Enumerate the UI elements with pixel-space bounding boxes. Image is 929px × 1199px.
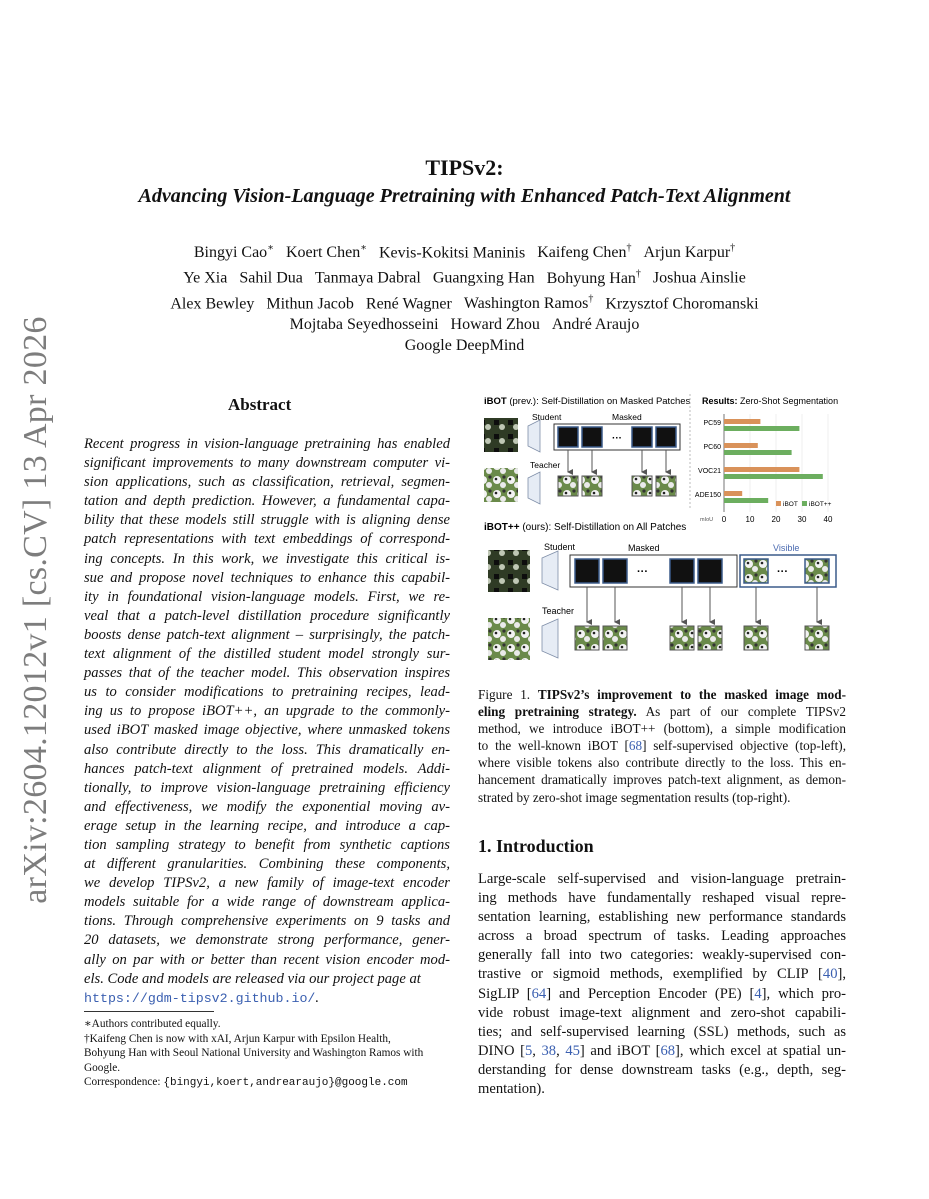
abstract-line: us to consider modifications to pretraining recipes, lead- <box>84 684 450 701</box>
abstract-line: patch representations with text embeddings of correspond- <box>84 531 450 548</box>
author-name: Alex Bewley <box>170 294 255 312</box>
ibotpp-masked-label: Masked <box>628 543 660 553</box>
intro-line: Large-scale self-supervised and vision-language pretrain- <box>478 871 846 887</box>
project-page-link[interactable]: https://gdm-tipsv2.github.io/ <box>84 990 316 1006</box>
author-line-4 <box>0 314 929 335</box>
category-label: ADE150 <box>694 492 721 499</box>
abstract-line: https://gdm-tipsv2.github.io/. <box>84 989 320 1006</box>
ibotpp-teacher-token <box>603 626 627 650</box>
abstract-line: we develop TIPSv2, a new family of image-text encoder <box>84 875 450 892</box>
abstract-line: significant improvements to many downstream computer vi- <box>84 455 450 472</box>
abstract-line: veal that a patch-level distillation procedure significantly <box>84 607 450 624</box>
author-name: Kevis-Kokitsi Maninis <box>378 244 526 262</box>
ibotpp-visible-label: Visible <box>773 543 800 553</box>
category-label: PC60 <box>703 444 721 451</box>
abstract-line: 20 datasets, we demonstrate strong performance, gener- <box>84 932 450 949</box>
author-name: Howard Zhou <box>450 315 540 333</box>
ibot-teacher-token <box>656 476 676 496</box>
abstract-line: text alignment of the distilled student model strongly sur- <box>84 646 450 663</box>
ibotpp-masked-token <box>698 559 722 583</box>
bar-ibotpppp <box>724 426 799 431</box>
caption-line: eling pretraining strategy. As part of our complete TIPSv2 <box>478 704 846 720</box>
abstract-line: tions. Through comprehensive experiments on 9 tasks and <box>84 913 450 930</box>
bar-ibotpppp <box>724 474 823 479</box>
author-mark: † <box>730 243 736 254</box>
bar-ibot <box>724 443 758 448</box>
intro-line: ties; and self-supervised learning (SSL) methods, such as <box>478 1023 846 1040</box>
legend-swatch <box>776 501 781 506</box>
correspondence-email[interactable]: {bingyi,koert,andrearaujo}@google.com <box>163 1077 408 1090</box>
caption-line: strated by zero-shot image segmentation results (top-right). <box>478 789 791 805</box>
abstract-line: erage setup in the learning recipe, and introduce a cap- <box>84 817 450 834</box>
abstract-line: hances patch-text alignment of pretrained models. Addi- <box>84 760 450 777</box>
author-name: Krzysztof Choromanski <box>605 294 759 312</box>
ibotpp-teacher-token <box>805 626 829 650</box>
author-name: René Wagner <box>365 294 452 312</box>
caption-line: Figure 1. TIPSv2’s improvement to the masked image mod- <box>478 687 846 702</box>
paper-title: TIPSv2: <box>425 155 504 180</box>
abstract-line: tion sampling strategy to benefit from synthetic captions <box>84 836 450 853</box>
ibot-teacher-token <box>582 476 602 496</box>
author-name: Ye Xia <box>183 269 228 287</box>
arxiv-sidebar-stamp <box>14 316 58 904</box>
ibotpp-visible-token <box>744 559 768 583</box>
ibotpp-student-image <box>488 550 530 592</box>
abstract-body <box>84 435 450 1008</box>
results-title: Results: Zero-Shot Segmentation <box>702 396 839 406</box>
ibot-student-label: Student <box>532 412 562 422</box>
intro-line: across a broad spectrum of tasks. Leading approaches <box>478 928 846 945</box>
caption-line: where visible tokens also contribute directly to the loss. This en- <box>478 755 846 771</box>
author-name: Tanmaya Dabral <box>314 269 421 287</box>
figure-1 <box>478 390 848 680</box>
ellipsis: ··· <box>637 566 648 578</box>
legend-swatch <box>802 501 807 506</box>
author-name: Mithun Jacob <box>266 294 354 312</box>
correspondence: Correspondence: {bingyi,koert,andrearaujo}@google.com <box>84 1076 408 1090</box>
author-name: Arjun Karpur† <box>643 243 736 262</box>
ibot-teacher-encoder <box>528 472 540 504</box>
ibotpp-masked-token <box>670 559 694 583</box>
abstract-line: passes that of the teacher model. This observation inspires <box>84 665 450 682</box>
footnote-affiliation-3: Google. <box>84 1061 121 1074</box>
intro-line: trastive or sigmoid methods, exemplified by CLIP [40], <box>478 966 846 983</box>
ibot-masked-token <box>656 427 676 447</box>
abstract-line: at different granularities. Combining these components, <box>84 856 450 873</box>
abstract-line: ing us to propose iBOT++, an upgrade to the commonly- <box>84 703 450 720</box>
author-mark: † <box>626 243 632 254</box>
abstract-line: sion applications, such as classification, retrieval, segmen- <box>84 474 450 491</box>
x-tick-label: 10 <box>745 515 755 524</box>
x-axis-label: mIoU <box>700 517 714 523</box>
intro-line: derstanding for dense downstream tasks (e.g., depth, seg- <box>478 1061 846 1078</box>
ibotpp-student-label: Student <box>544 542 576 552</box>
ellipsis: ··· <box>777 566 788 578</box>
bar-ibotpppp <box>724 450 792 455</box>
abstract-line: boosts dense patch-text alignment – surprisingly, the patch- <box>84 626 450 643</box>
author-name: Mojtaba Seyedhosseini <box>289 315 439 333</box>
ibot-teacher-token <box>632 476 652 496</box>
author-name: Kaifeng Chen† <box>537 243 632 262</box>
ibot-masked-token <box>558 427 578 447</box>
bar-ibot <box>724 419 760 424</box>
abstract-line: and effectiveness, we modify the exponential moving av- <box>84 798 450 815</box>
ibot-teacher-label: Teacher <box>530 460 561 470</box>
ibotpp-student-encoder <box>542 551 558 590</box>
ibotpp-teacher-encoder <box>542 619 558 658</box>
ibot-teacher-image <box>484 468 518 502</box>
bar-ibot <box>724 467 799 472</box>
author-mark: † <box>588 293 594 305</box>
x-tick-label: 30 <box>797 515 807 524</box>
author-name: Koert Chen∗ <box>285 243 367 262</box>
ibotpp-teacher-image <box>488 618 530 660</box>
ibotpp-teacher-token <box>670 626 694 650</box>
author-name: Bingyi Cao∗ <box>193 243 274 262</box>
ibot-masked-token <box>632 427 652 447</box>
affiliation: Google DeepMind <box>404 336 525 354</box>
abstract-heading: Abstract <box>228 395 292 414</box>
ibotpp-masked-token <box>603 559 627 583</box>
category-label: PC59 <box>703 420 721 427</box>
legend-entry: iBOT++ <box>809 501 832 508</box>
footnote-affiliation-2: Bohyung Han with Seoul National University and Washington Ramos with <box>84 1047 424 1060</box>
ibotpp-teacher-token <box>698 626 722 650</box>
bar-ibot <box>724 491 742 496</box>
intro-line: generally fall into two categories: weakly-supervised con- <box>478 947 846 964</box>
ibot-panel-title: iBOT (prev.): Self-Distillation on Masked Patches <box>484 396 691 407</box>
author-list <box>0 238 929 356</box>
author-mark: ∗ <box>267 243 274 254</box>
ibotpp-teacher-token <box>575 626 599 650</box>
author-name: André Araujo <box>551 315 640 333</box>
abstract-line: bility that these models still struggle with is aligning dense <box>84 512 450 529</box>
caption-line: to the well-known iBOT [68] self-supervised objective (top-left), <box>478 738 846 754</box>
ibotpp-panel-title: iBOT++ (ours): Self-Distillation on All Patches <box>484 522 687 533</box>
results-bar-chart <box>695 414 833 524</box>
abstract-line: els. Code and models are released via our project page at <box>84 970 421 987</box>
intro-line: ing methods have fundamentally reshaped visual repre- <box>478 890 846 907</box>
intro-line: sentation learning, establishing new performance standards <box>478 909 846 926</box>
author-line-3 <box>0 289 929 314</box>
author-mark: ∗ <box>360 243 367 254</box>
intro-line: DINO [5, 38, 45] and iBOT [68], which excel at spatial un- <box>478 1042 847 1059</box>
intro-line: mentation). <box>478 1081 545 1098</box>
bar-ibotpppp <box>724 498 768 503</box>
intro-line: vide robust image-text alignment and zero-shot capabili- <box>478 1004 846 1021</box>
figure-1-caption <box>478 686 846 806</box>
abstract-line: ity in foundational vision-language models. First, we re- <box>84 588 450 605</box>
footnote-rule <box>84 1011 214 1012</box>
abstract-line: sue and propose novel techniques to enhance this capabil- <box>84 569 450 586</box>
caption-line: hancement dramatically improves patch-text alignment, as demon- <box>478 772 846 788</box>
introduction-body <box>478 870 846 1099</box>
abstract-line: ing concepts. In this work, we investigate this critical is- <box>84 550 450 567</box>
paper-subtitle: Advancing Vision-Language Pretraining with Enhanced Patch-Text Alignment <box>138 185 791 207</box>
x-tick-label: 20 <box>771 515 781 524</box>
x-tick-label: 0 <box>721 515 727 524</box>
section-heading-introduction: 1. Introduction <box>478 836 594 856</box>
abstract-line: Recent progress in vision-language pretraining has enabled <box>84 436 450 452</box>
intro-line: SigLIP [64] and Perception Encoder (PE) [4], which pro- <box>478 985 846 1002</box>
footnote-equal-contribution: ∗Authors contributed equally. <box>84 1018 221 1030</box>
ibot-masked-token <box>582 427 602 447</box>
ibot-masked-label: Masked <box>612 412 642 422</box>
category-label: VOC21 <box>698 468 721 475</box>
abstract-line: tation and depth prediction. However, a fundamental capa- <box>84 493 450 510</box>
author-name: Washington Ramos† <box>463 293 594 312</box>
figure-1-svg <box>478 390 848 680</box>
author-name: Guangxing Han <box>432 269 535 287</box>
ibotpp-visible-token <box>805 559 829 583</box>
caption-line: method, we introduce iBOT++ (bottom), a simple modification <box>478 721 846 737</box>
author-name: Bohyung Han† <box>546 268 641 287</box>
author-line-1 <box>0 238 929 263</box>
footnote-affiliation-1: †Kaifeng Chen is now with xAI, Arjun Karpur with Epsilon Health, <box>84 1032 391 1045</box>
ibot-student-image <box>484 418 518 452</box>
ibot-teacher-token <box>558 476 578 496</box>
legend-entry: iBOT <box>783 501 798 508</box>
abstract-line: ally on par with or better than recent vision encoder mod- <box>84 951 450 968</box>
ibot-student-encoder <box>528 420 540 452</box>
footnotes <box>84 1017 450 1091</box>
ellipsis: ··· <box>612 433 622 444</box>
abstract-line: used iBOT masked image objective, where unmasked tokens <box>84 722 450 739</box>
author-name: Joshua Ainslie <box>652 269 746 287</box>
author-name: Sahil Dua <box>239 269 303 287</box>
ibotpp-teacher-label: Teacher <box>542 606 575 616</box>
author-mark: † <box>635 268 641 280</box>
author-line-2 <box>0 263 929 288</box>
arxiv-id: arXiv:2604.12012v1 [cs.CV] 13 Apr 2026 <box>17 316 54 904</box>
abstract-line: also contribute directly to the loss. This dramatically en- <box>84 741 450 758</box>
ibotpp-teacher-token <box>744 626 768 650</box>
abstract-line: tionally, to improve vision-language pretraining efficiency <box>84 779 450 796</box>
abstract-line: models suitable for a wide range of downstream applica- <box>84 894 450 911</box>
ibotpp-masked-token <box>575 559 599 583</box>
x-tick-label: 40 <box>823 515 833 524</box>
